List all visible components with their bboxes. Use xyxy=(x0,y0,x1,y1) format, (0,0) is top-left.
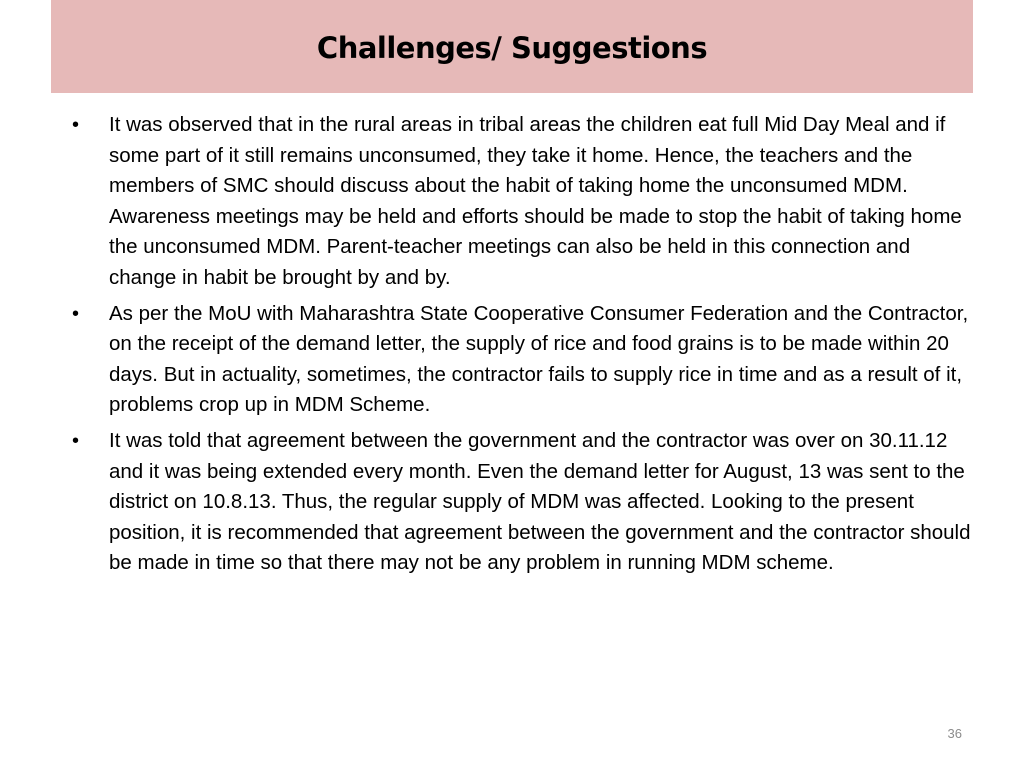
page-number: 36 xyxy=(947,726,962,741)
bullet-text: As per the MoU with Maharashtra State Cooperative Consumer Federation and the Contractor, on the receipt of the demand letter, the supply of rice and food grains is to be made within 20 days. But in actuality, sometimes, the contractor fails to supply rice in time and as a result of it, problems crop up in MDM Scheme. xyxy=(109,301,969,417)
slide-title: Challenges/ Suggestions xyxy=(316,30,708,65)
bullet-list xyxy=(72,110,978,584)
bullet-item xyxy=(72,426,978,579)
title-bar xyxy=(51,0,973,93)
bullet-icon: • xyxy=(72,114,80,136)
bullet-item xyxy=(72,110,978,294)
bullet-text: It was told that agreement between the government and the contractor was over on 30.11.12 and it was being extended every month. Even the demand letter for August, 13 was sent to the district on 10.8.13. Thus, the regular supply of MDM was affected. Looking to the present position, it is recommended that agreement between the government and the contractor should be made in time so that there may not be any problem in running MDM scheme. xyxy=(109,428,971,575)
bullet-icon: • xyxy=(72,302,80,325)
bullet-text: It was observed that in the rural areas in tribal areas the children eat full Mid Day Meal and if some part of it still remains unconsumed, they take it home. Hence, the teachers and the members of SMC should discuss about the habit of taking home the unconsumed MDM. Awareness meetings may be held and efforts should be made to stop the habit of taking home the unconsumed MDM. Parent-teacher meetings can also be held in this connection and change in habit be brought by and by. xyxy=(109,113,962,289)
bullet-icon: • xyxy=(72,429,80,452)
bullet-item xyxy=(72,299,978,421)
